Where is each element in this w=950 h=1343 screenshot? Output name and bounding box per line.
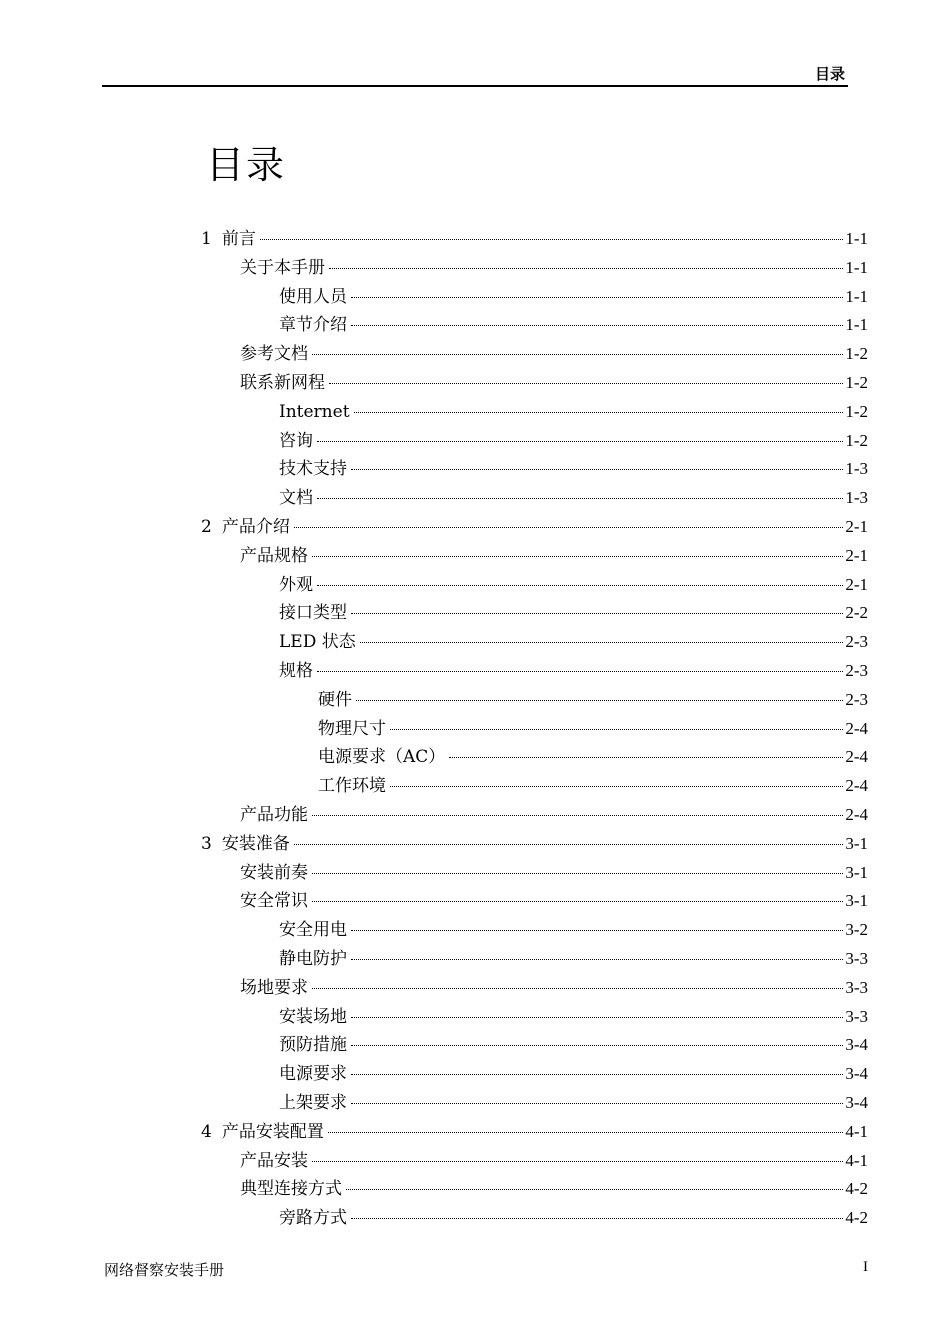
- toc-entry[interactable]: [279, 283, 868, 312]
- toc-dot-leader: [328, 1132, 844, 1133]
- toc-dot-leader: [351, 1218, 843, 1219]
- toc-entry-title: Internet: [279, 401, 350, 422]
- toc-entry[interactable]: [279, 1031, 868, 1060]
- toc-entry[interactable]: [279, 1204, 868, 1233]
- toc-entry[interactable]: [279, 628, 868, 657]
- toc-dot-leader: [312, 556, 843, 557]
- toc-entry-page: 2-3: [845, 689, 868, 709]
- toc-dot-leader: [360, 642, 844, 643]
- toc-entry-page: 3-4: [845, 1035, 868, 1055]
- toc-entry-title: 安全用电: [279, 920, 347, 941]
- toc-entry-title: 章节介绍: [279, 315, 347, 336]
- toc-entry-title: LED 状态: [279, 632, 356, 653]
- toc-entry-title: 规格: [279, 661, 313, 681]
- toc-entry-number: 2: [201, 517, 212, 537]
- toc-dot-leader: [312, 988, 843, 989]
- toc-dot-leader: [312, 354, 843, 355]
- toc-entry-page: 3-3: [845, 977, 868, 997]
- toc-entry-page: 2-1: [845, 517, 868, 536]
- toc-dot-leader: [354, 412, 844, 413]
- toc-entry-page: 2-3: [845, 661, 868, 680]
- toc-entry-page: 3-1: [845, 891, 868, 911]
- toc-entry-title: 产品安装: [240, 1150, 308, 1171]
- toc-dot-leader: [351, 930, 843, 931]
- toc-entry-page: 2-4: [845, 747, 868, 767]
- toc-entry[interactable]: [279, 599, 868, 628]
- toc-entry-title: 参考文档: [240, 344, 308, 365]
- toc-entry-title: 使用人员: [279, 286, 347, 307]
- toc-dot-leader: [351, 1017, 843, 1018]
- toc-dot-leader: [351, 297, 843, 298]
- toc-dot-leader: [317, 585, 843, 586]
- toc-entry-page: 1-3: [845, 459, 868, 479]
- toc-entry-title: 产品介绍: [221, 517, 290, 537]
- footer-page-number: I: [863, 1259, 868, 1275]
- toc-dot-leader: [312, 873, 843, 874]
- toc-dot-leader: [351, 469, 843, 470]
- toc-entry[interactable]: [240, 859, 868, 888]
- toc-entry[interactable]: [318, 772, 868, 801]
- toc-dot-leader: [317, 441, 843, 442]
- toc-entry[interactable]: [279, 398, 868, 427]
- toc-dot-leader: [312, 1161, 843, 1162]
- toc-entry-page: 4-2: [845, 1179, 868, 1199]
- toc-entry-title: 工作环境: [318, 776, 386, 797]
- toc-dot-leader: [356, 700, 843, 701]
- toc-entry[interactable]: [201, 225, 868, 254]
- toc-entry-title: 技术支持: [279, 459, 347, 480]
- toc-entry-title: 物理尺寸: [318, 718, 386, 739]
- toc-entry-title: 前言: [221, 229, 256, 249]
- toc-entry[interactable]: [279, 916, 868, 945]
- toc-entry-page: 3-3: [845, 949, 868, 968]
- toc-entry-title: 产品功能: [240, 805, 308, 825]
- toc-entry[interactable]: [240, 801, 868, 830]
- toc-dot-leader: [312, 815, 843, 816]
- toc-entry-title: 静电防护: [279, 949, 347, 969]
- toc-entry[interactable]: [279, 571, 868, 600]
- toc-dot-leader: [294, 527, 844, 528]
- toc-entry-page: 1-2: [845, 344, 868, 364]
- toc-entry-title: 电源要求: [279, 1064, 347, 1085]
- toc-entry-number: 4: [201, 1121, 212, 1142]
- toc-entry-page: 1-1: [845, 257, 868, 277]
- toc-entry[interactable]: [240, 254, 868, 283]
- toc-entry[interactable]: [279, 1089, 868, 1118]
- toc-entry-page: 3-3: [845, 1006, 868, 1026]
- toc-entry-title: 文档: [279, 488, 313, 509]
- toc-entry-page: 2-1: [845, 545, 868, 565]
- header-rule: [102, 85, 848, 87]
- toc-entry-title: 典型连接方式: [240, 1179, 342, 1200]
- toc-entry-page: 2-4: [845, 776, 868, 796]
- toc-dot-leader: [390, 786, 843, 787]
- toc-entry-page: 2-2: [845, 603, 868, 623]
- toc-entry-page: 1-2: [845, 373, 868, 392]
- toc-entry-page: 1-1: [845, 229, 868, 248]
- toc-entry[interactable]: [240, 340, 868, 369]
- toc-entry-page: 3-4: [845, 1064, 868, 1084]
- toc-entry-page: 2-1: [845, 574, 868, 594]
- toc-entry-title: 安装准备: [221, 833, 290, 854]
- toc-entry-title: 旁路方式: [279, 1208, 347, 1229]
- toc-dot-leader: [351, 959, 843, 960]
- toc-entry-page: 1-1: [845, 315, 868, 335]
- toc-entry-page: 2-4: [845, 718, 868, 738]
- toc-entry-page: 1-3: [845, 488, 868, 508]
- toc-entry-title: 硬件: [318, 689, 352, 710]
- toc-entry[interactable]: [201, 830, 868, 859]
- toc-entry[interactable]: [279, 657, 868, 686]
- toc-entry-title: 产品规格: [240, 545, 308, 566]
- toc-entry-title: 联系新网程: [240, 373, 325, 393]
- toc-entry-title: 预防措施: [279, 1035, 347, 1056]
- toc-entry[interactable]: [279, 311, 868, 340]
- toc-entry[interactable]: [279, 1060, 868, 1089]
- toc-dot-leader: [351, 1074, 843, 1075]
- toc-entry[interactable]: [240, 1147, 868, 1176]
- toc-dot-leader: [351, 1045, 843, 1046]
- toc-entry-page: 1-2: [845, 401, 868, 421]
- toc-dot-leader: [294, 844, 844, 845]
- toc-entry-page: 1-2: [845, 430, 868, 450]
- toc-entry[interactable]: [240, 369, 868, 398]
- toc-entry[interactable]: [279, 484, 868, 513]
- toc-entry[interactable]: [279, 427, 868, 456]
- toc-dot-leader: [312, 901, 843, 902]
- toc-entry[interactable]: [201, 1118, 868, 1147]
- toc-entry[interactable]: [240, 974, 868, 1003]
- toc-dot-leader: [351, 1103, 843, 1104]
- toc-entry-page: 4-1: [845, 1150, 868, 1170]
- footer-manual-title: 网络督察安装手册: [104, 1261, 225, 1279]
- toc-entry-title: 安全常识: [240, 891, 308, 912]
- toc-entry-title: 外观: [279, 574, 313, 595]
- toc-dot-leader: [346, 1189, 843, 1190]
- toc-entry-title: 电源要求（AC）: [318, 747, 446, 768]
- toc-entry[interactable]: [240, 887, 868, 916]
- toc-dot-leader: [329, 268, 843, 269]
- toc-entry[interactable]: [279, 1003, 868, 1032]
- toc-dot-leader: [351, 613, 843, 614]
- toc-entry-page: 4-1: [845, 1121, 868, 1141]
- toc-entry[interactable]: [318, 686, 868, 715]
- toc-entry-title: 接口类型: [279, 603, 347, 624]
- toc-entry[interactable]: [240, 542, 868, 571]
- toc-entry-number: 3: [201, 833, 212, 854]
- toc-entry[interactable]: [318, 715, 868, 744]
- toc-entry-page: 1-1: [845, 286, 868, 306]
- toc-dot-leader: [390, 729, 843, 730]
- toc-entry-page: 2-4: [845, 805, 868, 824]
- toc-entry-page: 3-1: [845, 833, 868, 853]
- toc-entry-page: 4-2: [845, 1208, 868, 1228]
- page-title: 目录: [206, 143, 287, 187]
- toc-entry-title: 关于本手册: [240, 257, 325, 278]
- toc-entry[interactable]: [318, 743, 868, 772]
- toc-dot-leader: [329, 383, 843, 384]
- toc-dot-leader: [317, 498, 843, 499]
- toc-entry[interactable]: [240, 1175, 868, 1204]
- toc-entry-title: 上架要求: [279, 1093, 347, 1113]
- toc-entry-title: 产品安装配置: [221, 1121, 324, 1142]
- toc-entry-page: 2-3: [845, 632, 868, 652]
- toc-dot-leader: [449, 757, 843, 758]
- toc-dot-leader: [317, 671, 843, 672]
- toc-entry-title: 安装前奏: [240, 862, 308, 883]
- toc-dot-leader: [260, 239, 844, 240]
- toc-entry-title: 安装场地: [279, 1006, 347, 1027]
- toc-entry[interactable]: [279, 945, 868, 974]
- toc-dot-leader: [351, 325, 843, 326]
- toc-entry-page: 3-2: [845, 920, 868, 940]
- toc-entry[interactable]: [201, 513, 868, 542]
- running-header: 目录: [814, 65, 845, 83]
- toc-entry-number: 1: [201, 229, 212, 249]
- toc-entry-page: 3-4: [845, 1093, 868, 1112]
- toc-entry[interactable]: [279, 455, 868, 484]
- toc-entry-title: 场地要求: [240, 977, 308, 998]
- toc-entry-page: 3-1: [845, 862, 868, 882]
- toc-entry-title: 咨询: [279, 430, 313, 451]
